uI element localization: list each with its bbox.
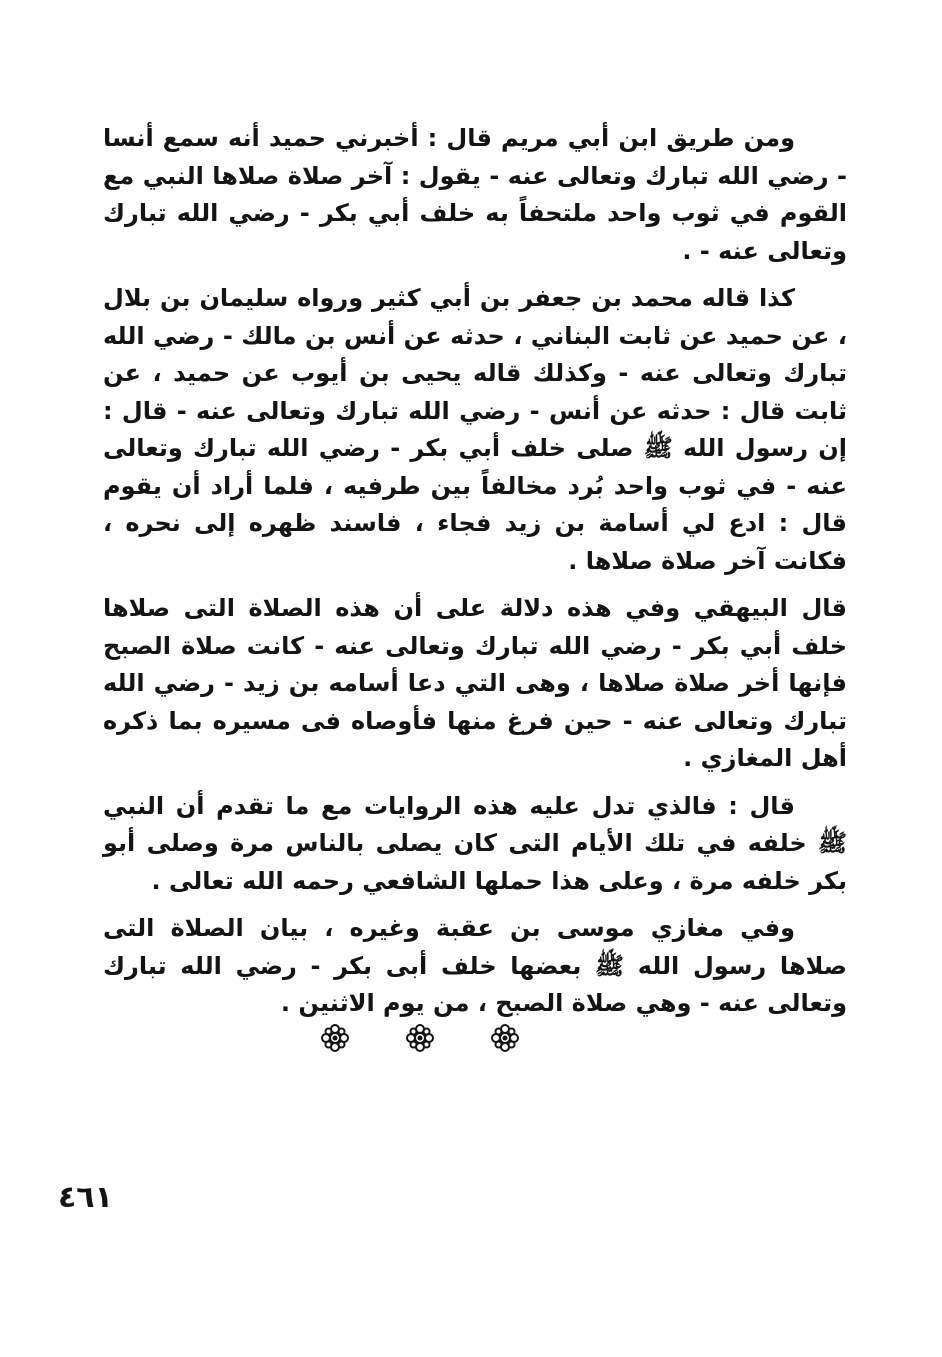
page-number: ٤٦١ (58, 1180, 113, 1215)
flower-ornament-icon (490, 1023, 520, 1053)
paragraph-5: وفي مغازي موسى بن عقبة وغيره ، بيان الصلاة التى صلاها رسول الله ﷺ بعضها خلف أبى بكر - رضي الله تبارك وتعالى عنه - وهي صلاة الصبح ، من يوم الاثنين . (103, 914, 847, 1017)
flower-ornament-icon (405, 1023, 435, 1053)
paragraph-4: قال : فالذي تدل عليه هذه الروايات مع ما تقدم أن النبي ﷺ خلفه في تلك الأيام التى كان يصلى بالناس مرة وصلى أبو بكر خلفه مرة ، وعلى هذا حملها الشافعي رحمه الله تعالى . (103, 791, 847, 895)
paragraph-3: قال البيهقي وفي هذه دلالة على أن هذه الصلاة التى صلاها خلف أبي بكر - رضي الله تبارك وتعالى عنه - كانت صلاة الصبح فإنها أخر صلاة صلاها ، وهى التي دعا أسامه بن زيد - رضي الله تبارك وتعالى عنه - حين فرغ منها فأوصاه فى مسيره بما ذكره أهل المغازي . (103, 594, 847, 772)
paragraph-1: ومن طريق ابن أبي مريم قال : أخبرني حميد أنه سمع أنسا - رضي الله تبارك وتعالى عنه - يقول : آخر صلاة صلاها النبي مع القوم في ثوب واحد ملتحفاً به خلف أبي بكر - رضي الله تبارك وتعالى عنه - . (103, 124, 847, 265)
flower-ornament-icon (320, 1023, 350, 1053)
body-text (103, 120, 847, 1033)
paragraph-2: كذا قاله محمد بن جعفر بن أبي كثير ورواه سليمان بن بلال ، عن حميد عن ثابت البناني ، حدثه عن أنس بن مالك - رضي الله تبارك وتعالى عنه - وكذلك قاله يحيى بن أيوب عن حميد ، عن ثابت قال : حدثه عن أنس - رضي الله تبارك وتعالى عنه - قال : إن رسول الله ﷺ صلى خلف أبي بكر - رضي الله تبارك وتعالى عنه - في ثوب واحد بُرد مخالفاً بين طرفيه ، فلما أراد أن يقوم قال : ادع لي أسامة بن زيد فجاء ، فاسند ظهره إلى نحره ، فكانت آخر صلاة صلاها . (103, 284, 847, 575)
section-end-ornaments (320, 1020, 520, 1056)
